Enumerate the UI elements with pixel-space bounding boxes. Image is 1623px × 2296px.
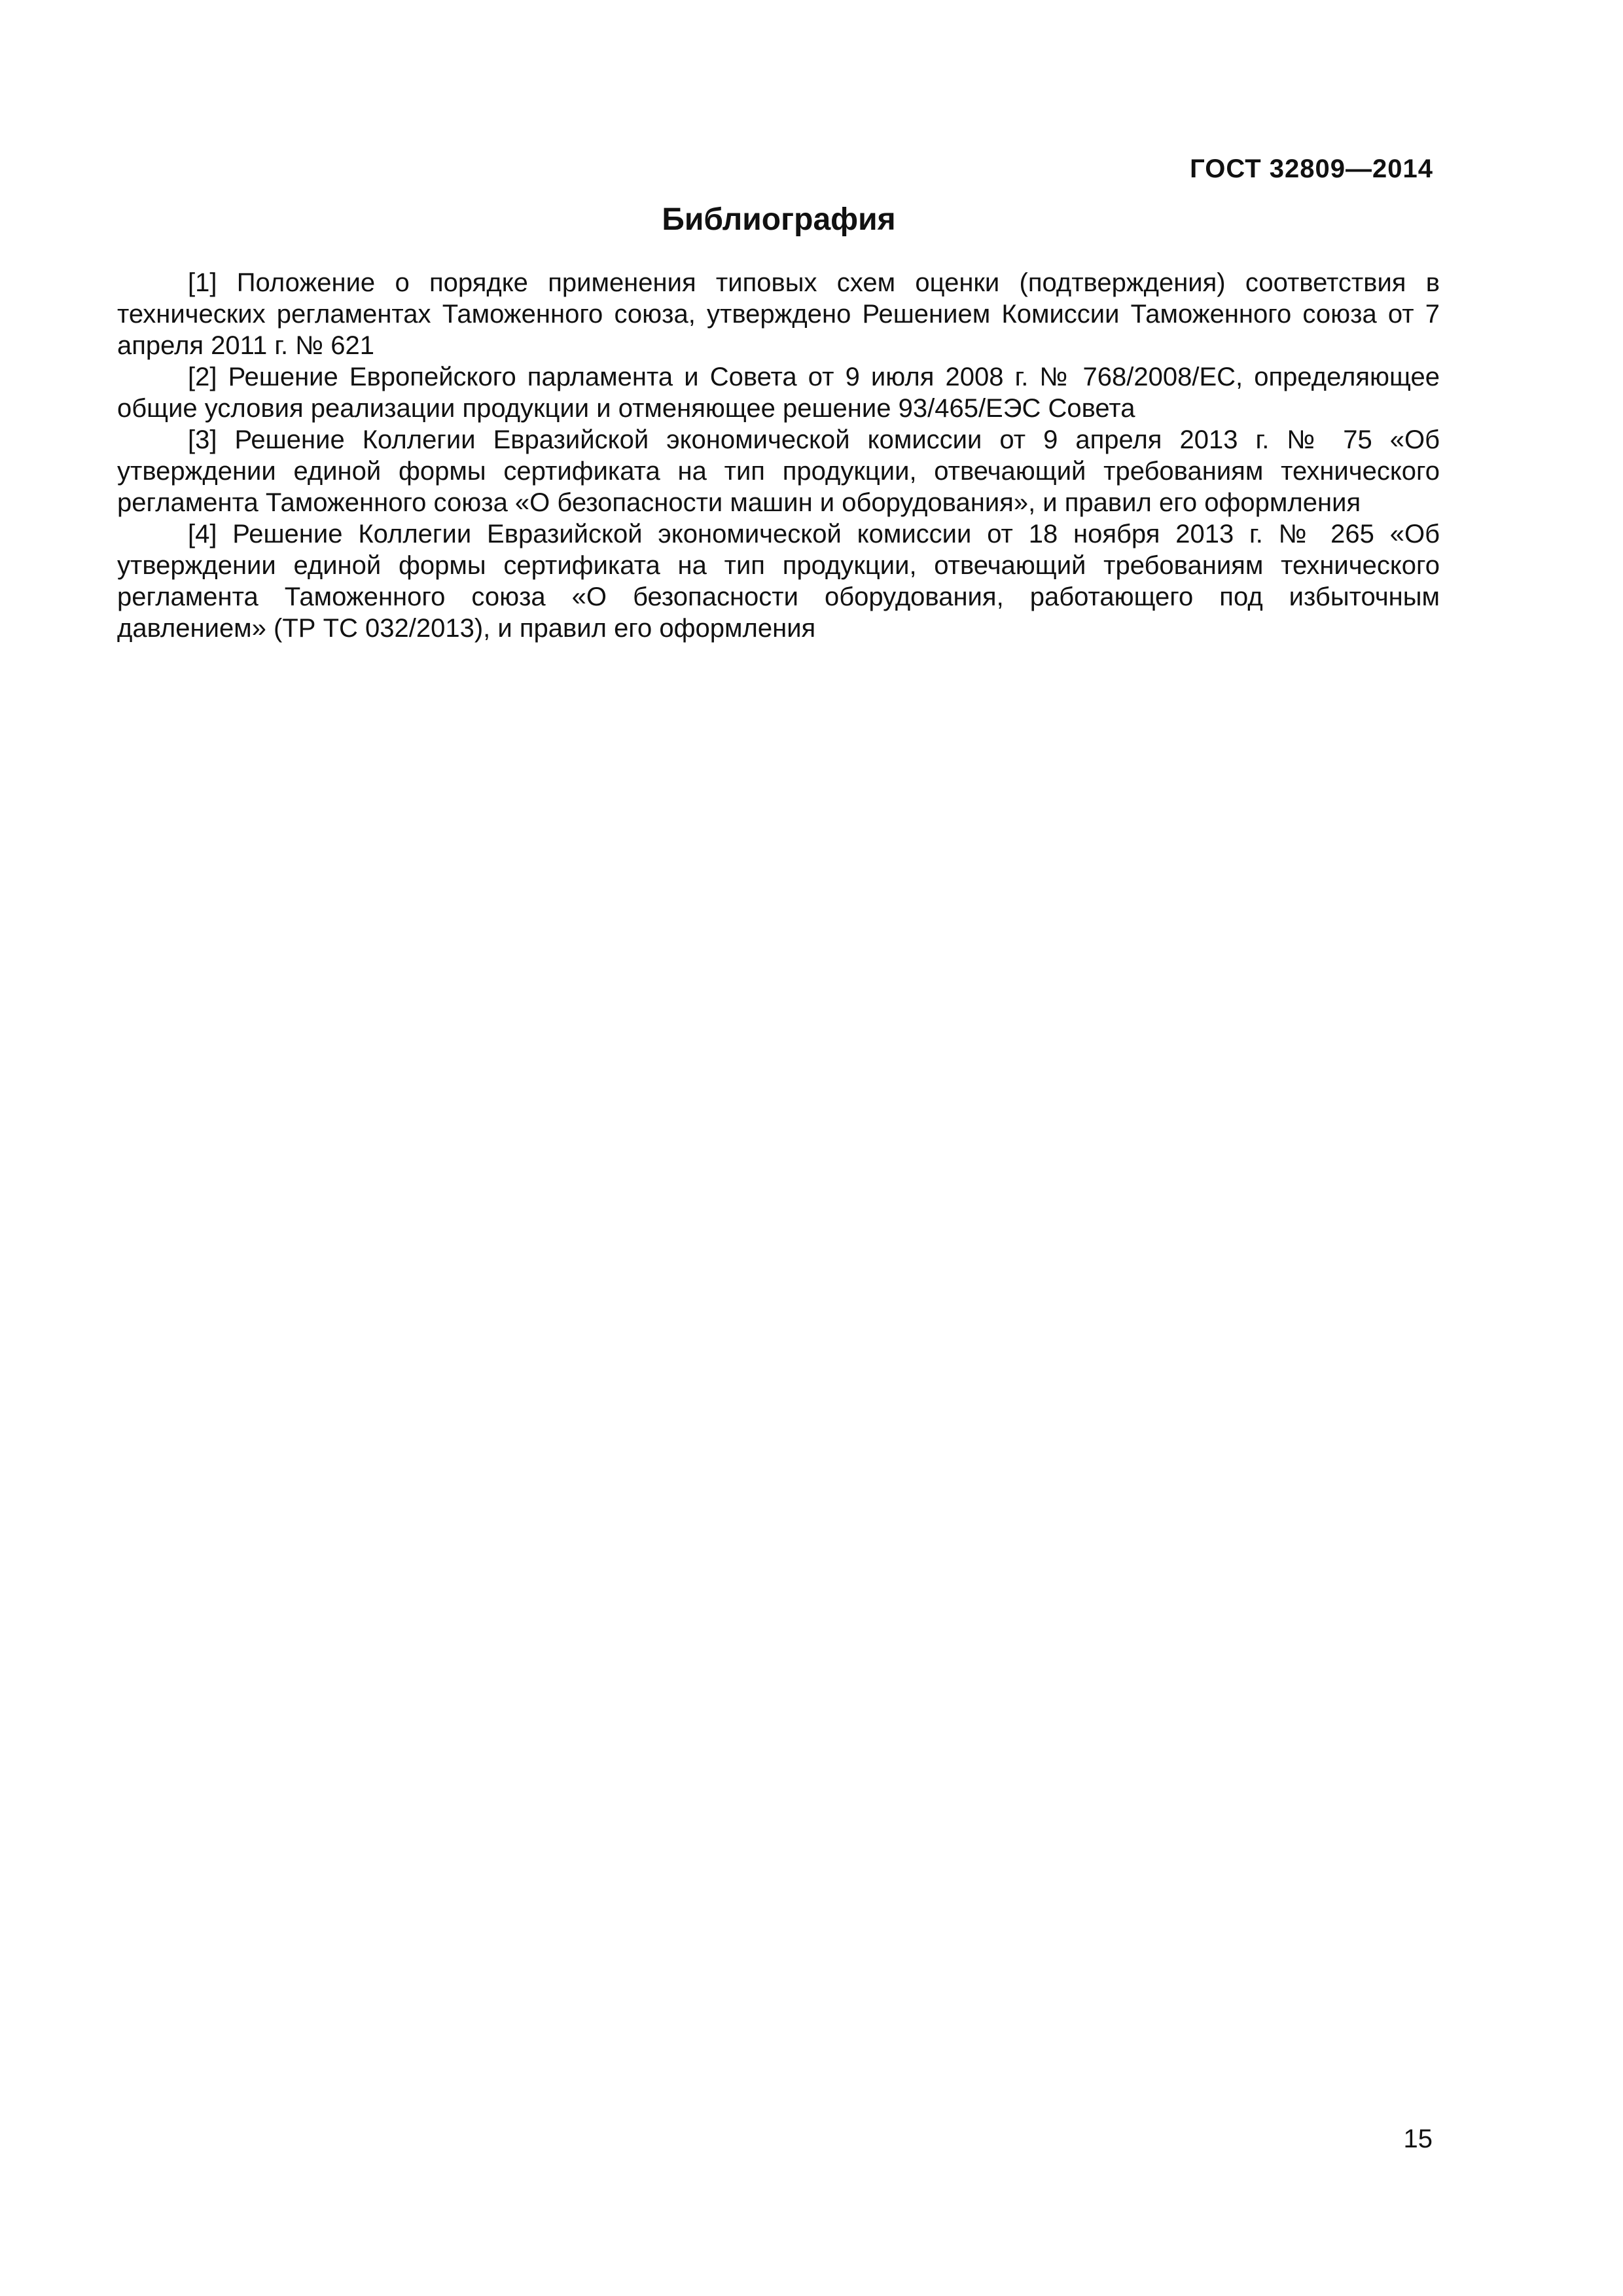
- document-code: ГОСТ 32809—2014: [1190, 154, 1433, 183]
- page-number: 15: [1403, 2125, 1433, 2153]
- bibliography-entry-4: [4] Решение Коллегии Евразийской экономической комиссии от 18 ноября 2013 г. № 265 «Об утверждении единой формы сертификата на тип продукции, отвечающий требованиям технического регламента Таможенного союза «О безопасности оборудования, работающего под избыточным давлением» (ТР ТС 032/2013), и правил его оформления: [117, 520, 1440, 643]
- bibliography-list: [117, 267, 1440, 644]
- bibliography-entry-2: [2] Решение Европейского парламента и Совета от 9 июля 2008 г. № 768/2008/ЕС, определяющее общие условия реализации продукции и отменяющее решение 93/465/ЕЭС Совета: [117, 363, 1440, 423]
- bibliography-entry-3: [3] Решение Коллегии Евразийской экономической комиссии от 9 апреля 2013 г. № 75 «Об утверждении единой формы сертификата на тип продукции, отвечающий требованиям технического регламента Таможенного союза «О безопасности машин и оборудования», и правил его оформления: [117, 425, 1440, 517]
- bibliography-entry-1: [1] Положение о порядке применения типовых схем оценки (подтверждения) соответствия в технических регламентах Таможенного союза, утверждено Решением Комиссии Таможенного союза от 7 апреля 2011 г. № 621: [117, 268, 1440, 360]
- section-title: Библиография: [662, 202, 896, 237]
